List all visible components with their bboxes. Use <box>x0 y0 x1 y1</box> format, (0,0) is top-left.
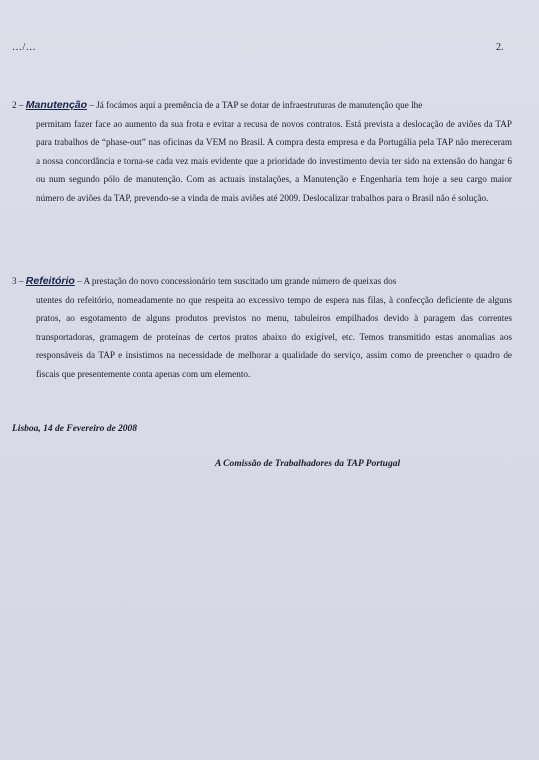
section-body-text: utentes do refeitório, nomeadamente no que respeita ao excessivo tempo de espera nas filas, à confecção deficiente de alguns pratos, ao esgotamento de alguns produtos previstos no menu, tabuleiros empilhados devido à paragem das correntes transportadoras, gramagem de proteínas de certos pratos abaixo do exigível, etc. Temos transmitido estas anomalias aos responsáveis da TAP e insistimos na necessidade de melhorar a qualidade do serviço, assim como de preencher o quadro de fiscais que presentemente conta apenas com um elemento. <box>36 294 512 379</box>
section-refeitorio <box>12 272 512 383</box>
section-number: 2 – <box>12 100 24 110</box>
section-lead-text: Já focámos aqui a premência de a TAP se dotar de infraestruturas de manutenção que lhe <box>96 100 423 110</box>
section-manutencao <box>12 96 512 207</box>
section-dash: – <box>87 100 94 110</box>
section-first-line <box>12 96 512 115</box>
page-number: 2. <box>496 42 504 53</box>
section-title: Refeitório <box>25 275 75 287</box>
section-dash: – <box>74 276 82 286</box>
section-body-text: permitam fazer face ao aumento da sua frota e evitar a recusa de novos contratos. Está prevista a deslocação de aviões da TAP para trabalhos de “phase-out” nas oficinas da VEM no Brasil. A compra desta empresa e da Portugália pela TAP não mereceram a nossa concordância e torna-se cada vez mais evidente que a prioridade do investimento devia ter sido na extensão do hangar 6 ou num segundo pólo de manutenção. Com as actuais instalações, a Manutenção e Engenharia tem hoje a seu cargo maior número de aviões da TAP, prevendo-se a vinda de mais aviões até 2009. Deslocalizar trabalhos para o Brasil não é solução. <box>36 118 512 203</box>
section-title: Manutenção <box>25 99 88 111</box>
document-date: Lisboa, 14 de Fevereiro de 2008 <box>12 424 138 434</box>
section-number: 3 – <box>12 276 24 286</box>
continuation-mark: …/… <box>12 42 37 53</box>
section-first-line <box>12 272 512 291</box>
section-lead-text: A prestação do novo concessionário tem suscitado um grande número de queixas dos <box>83 276 397 286</box>
signature-line: A Comissão de Trabalhadores da TAP Portugal <box>215 459 401 469</box>
